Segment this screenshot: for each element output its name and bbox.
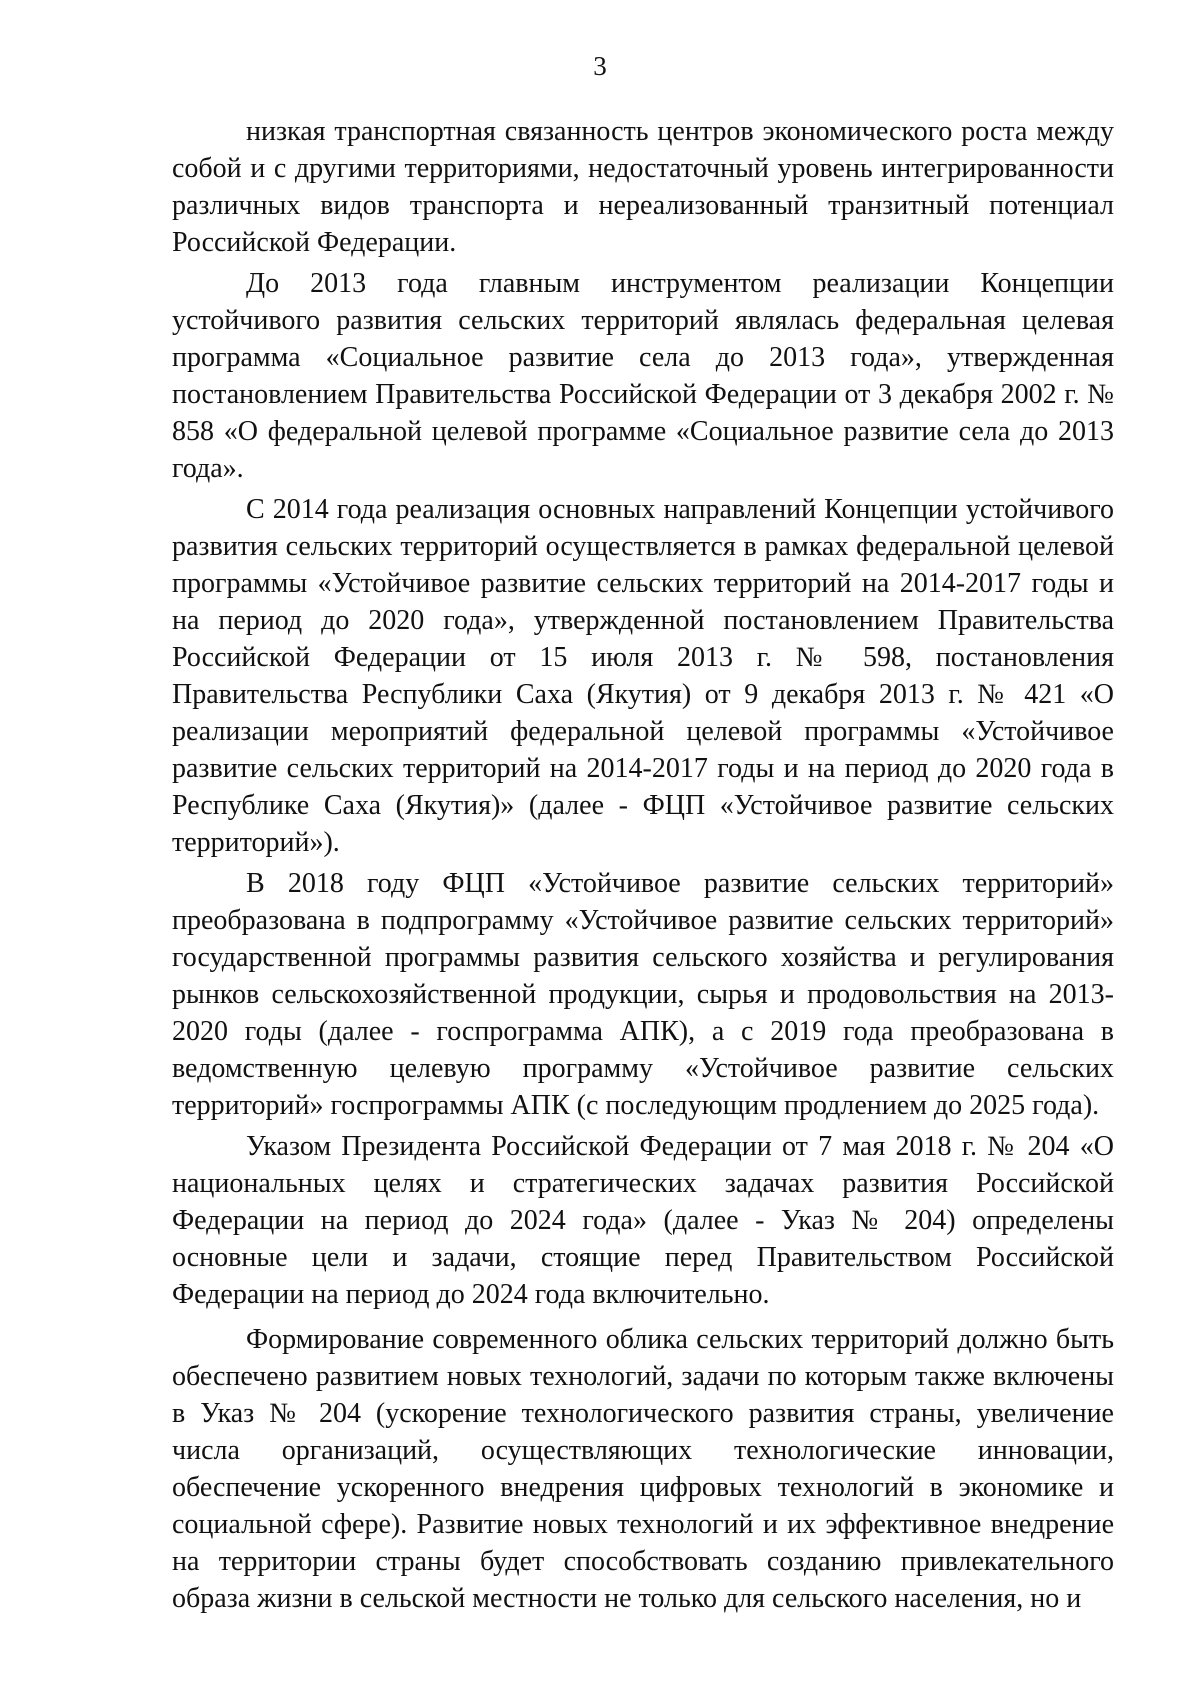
paragraph-decree-204: Указом Президента Российской Федерации от 7 мая 2018 г. № 204 «О национальных целях и стратегических задачах развития Российской Федерации на период до 2024 года» (далее - Указ № 204) определены основные цели и задачи, стоящие перед Правительством Российской Федерации на период до 2024 года включительно. bbox=[172, 1131, 1114, 1310]
paragraph-modern-rural-image: Формирование современного облика сельских территорий должно быть обеспечено развитием новых технологий, задачи по которым также включены в Указ № 204 (ускорение технологического развития страны, увеличение числа организаций, осуществляющих технологические инновации, обеспечение ускоренного внедрения цифровых технологий в экономике и социальной сфере). Развитие новых технологий и их эффективное внедрение на территории страны будет способствовать созданию привлекательного образа жизни в сельской местности не только для сельского населения, но и bbox=[172, 1324, 1114, 1614]
page-number: 3 bbox=[593, 51, 607, 81]
paragraph-program-until-2013: До 2013 года главным инструментом реализации Концепции устойчивого развития сельских территорий являлась федеральная целевая программа «Социальное развитие села до 2013 года», утвержденная постановлением Правительства Российской Федерации от 3 декабря 2002 г. № 858 «О федеральной целевой программе «Социальное развитие села до 2013 года». bbox=[172, 268, 1114, 484]
paragraph-2018-subprogram: В 2018 году ФЦП «Устойчивое развитие сельских территорий» преобразована в подпрограмму «Устойчивое развитие сельских территорий» государственной программы развития сельского хозяйства и регулирования рынков сельскохозяйственной продукции, сырья и продовольствия на 2013-2020 годы (далее - госпрограмма АПК), а с 2019 года преобразована в ведомственную целевую программу «Устойчивое развитие сельских территорий» госпрограммы АПК (с последующим продлением до 2025 года). bbox=[172, 868, 1114, 1121]
paragraph-transport-connectivity: низкая транспортная связанность центров экономического роста между собой и с другими территориями, недостаточный уровень интегрированности различных видов транспорта и нереализованный транзитный потенциал Российской Федерации. bbox=[172, 116, 1114, 258]
paragraph-program-from-2014: С 2014 года реализация основных направлений Концепции устойчивого развития сельских территорий осуществляется в рамках федеральной целевой программы «Устойчивое развитие сельских территорий на 2014-2017 годы и на период до 2020 года», утвержденной постановлением Правительства Российской Федерации от 15 июля 2013 г. № 598, постановления Правительства Республики Саха (Якутия) от 9 декабря 2013 г. № 421 «О реализации мероприятий федеральной целевой программы «Устойчивое развитие сельских территорий на 2014-2017 годы и на период до 2020 года в Республике Саха (Якутия)» (далее - ФЦП «Устойчивое развитие сельских территорий»). bbox=[172, 494, 1114, 858]
document-body bbox=[172, 113, 1114, 1617]
